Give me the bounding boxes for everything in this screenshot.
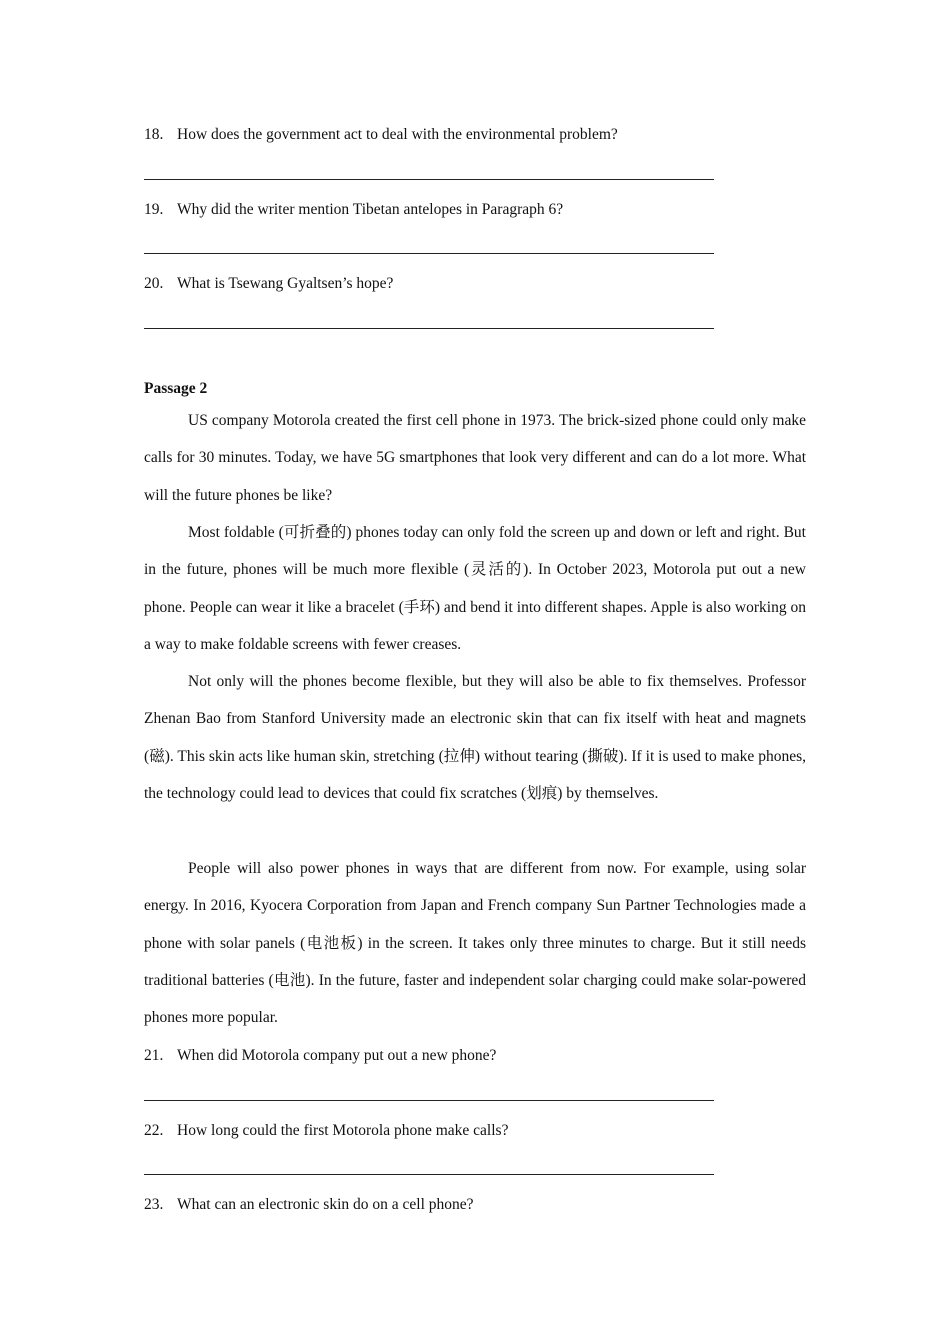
- passage-paragraph-1: US company Motorola created the first cell phone in 1973. The brick-sized phone could only make calls for 30 minutes. Today, we have 5G smartphones that look very different and can do a lot more. What will the future phones be like?: [144, 412, 806, 504]
- question-number: 22.: [144, 1122, 164, 1139]
- question-text: How long could the first Motorola phone make calls?: [177, 1122, 509, 1139]
- question-19: [144, 200, 563, 220]
- question-22: [144, 1121, 508, 1141]
- question-20: [144, 274, 393, 294]
- question-text: Why did the writer mention Tibetan antelopes in Paragraph 6?: [177, 201, 564, 218]
- question-text: What is Tsewang Gyaltsen’s hope?: [177, 275, 394, 292]
- passage-paragraph-3: Not only will the phones become flexible, but they will also be able to fix themselves. Professor Zhenan Bao from Stanford University made an electronic skin that can fix itself with heat and magnets (磁). This skin acts like human skin, stretching (拉伸) without tearing (撕破). If it is used to make phones, the technology could lead to devices that could fix scratches (划痕) by themselves.: [144, 673, 806, 802]
- question-21: [144, 1046, 496, 1066]
- answer-line-22[interactable]: [144, 1174, 714, 1175]
- question-number: 19.: [144, 201, 164, 218]
- passage-heading: Passage 2: [144, 380, 208, 397]
- question-18: [144, 125, 618, 145]
- question-number: 18.: [144, 126, 164, 143]
- question-23: [144, 1195, 474, 1215]
- question-number: 23.: [144, 1196, 164, 1213]
- passage-paragraph-2: Most foldable (可折叠的) phones today can only fold the screen up and down or left and right. But in the future, phones will be much more flexible (灵活的). In October 2023, Motorola put out a new phone. People can wear it like a bracelet (手环) and bend it into different shapes. Apple is also working on a way to make foldable screens with fewer creases.: [144, 524, 806, 653]
- answer-line-19[interactable]: [144, 253, 714, 254]
- passage-paragraph-4: People will also power phones in ways that are different from now. For example, using solar energy. In 2016, Kyocera Corporation from Japan and French company Sun Partner Technologies made a phone with solar panels (电池板) in the screen. It takes only three minutes to charge. But it still needs traditional batteries (电池). In the future, faster and independent solar charging could make solar-powered phones more popular.: [144, 860, 806, 1027]
- question-text: How does the government act to deal with the environmental problem?: [177, 126, 618, 143]
- answer-line-18[interactable]: [144, 179, 714, 180]
- question-number: 21.: [144, 1047, 164, 1064]
- question-text: When did Motorola company put out a new phone?: [177, 1047, 497, 1064]
- answer-line-21[interactable]: [144, 1100, 714, 1101]
- answer-line-20[interactable]: [144, 328, 714, 329]
- question-text: What can an electronic skin do on a cell phone?: [177, 1196, 474, 1213]
- question-number: 20.: [144, 275, 164, 292]
